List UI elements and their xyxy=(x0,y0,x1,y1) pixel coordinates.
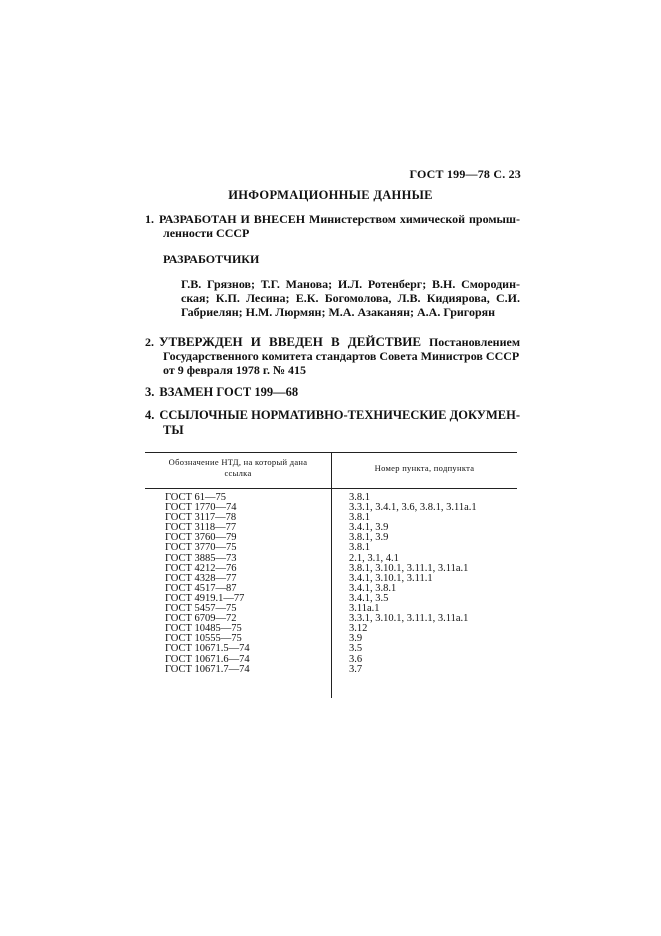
table-cell-clause: 3.12 xyxy=(349,623,368,635)
section-1-text: Министерством химической промыш- xyxy=(309,212,521,226)
page-header: ГОСТ 199—78 С. 23 xyxy=(409,167,521,181)
section-3-number: 3. xyxy=(145,385,155,399)
table-cell-clause: 3.6 xyxy=(349,653,363,665)
developers-line: Габриелян; Н.М. Люрмян; М.А. Азаканян; А.А. Григорян xyxy=(181,305,496,319)
section-3-heading: ВЗАМЕН ГОСТ 199—68 xyxy=(159,385,299,399)
section-1-heading: РАЗРАБОТАН И ВНЕСЕН xyxy=(159,212,306,226)
developers-list xyxy=(181,277,520,319)
table-cell-ntd: ГОСТ 4919.1—77 xyxy=(165,592,245,604)
table-cell-ntd: ГОСТ 4328—77 xyxy=(165,572,237,584)
section-4 xyxy=(145,408,520,438)
table-cell-clause: 3.8.1 xyxy=(349,542,370,554)
table-cell-ntd: ГОСТ 3117—78 xyxy=(165,512,237,524)
table-cell-clause: 3.4.1, 3.5 xyxy=(349,592,389,604)
table-cell-ntd: ГОСТ 1770—74 xyxy=(165,502,237,514)
section-1-line2: ленности СССР xyxy=(163,226,250,240)
section-2-heading: УТВЕРЖДЕН И ВВЕДЕН В ДЕЙСТВИЕ xyxy=(159,334,422,349)
section-1-line1 xyxy=(145,212,520,226)
table-cell-clause: 3.9 xyxy=(349,633,363,645)
developers-line: ская; К.П. Лесина; Е.К. Богомолова, Л.В. Кидиярова, С.И. xyxy=(181,291,520,305)
developers-heading: РАЗРАБОТЧИКИ xyxy=(163,252,260,266)
table-cell-ntd: ГОСТ 4212—76 xyxy=(165,562,237,574)
table-cell-ntd: ГОСТ 3118—77 xyxy=(165,522,237,534)
table-cell-clause: 3.4.1, 3.8.1 xyxy=(349,582,397,594)
section-2-line1 xyxy=(145,335,520,349)
table-cell-ntd: ГОСТ 10671.6—74 xyxy=(165,653,250,665)
table-cell-ntd: ГОСТ 61—75 xyxy=(165,492,227,503)
table-header-ntd xyxy=(145,457,331,479)
section-2-line3: от 9 февраля 1978 г. № 415 xyxy=(163,363,307,377)
table-cell-ntd: ГОСТ 10555—75 xyxy=(165,633,242,645)
table-cell-ntd: ГОСТ 3760—79 xyxy=(165,532,237,544)
section-3 xyxy=(145,385,520,399)
table-cell-clause: 3.4.1, 3.9 xyxy=(349,522,389,534)
table-column-clause xyxy=(349,493,477,675)
section-2-number: 2. xyxy=(145,335,154,349)
section-4-number: 4. xyxy=(145,408,155,422)
table-cell-ntd: ГОСТ 3770—75 xyxy=(165,542,237,554)
section-4-heading: ССЫЛОЧНЫЕ НОРМАТИВНО-ТЕХНИЧЕСКИЕ ДОКУМЕН- xyxy=(159,408,520,422)
table-cell-ntd: ГОСТ 6709—72 xyxy=(165,613,237,625)
section-1-number: 1. xyxy=(145,212,154,226)
table-cell-clause: 3.8.1 xyxy=(349,512,370,524)
table-header-ntd-line2: ссылка xyxy=(224,468,252,478)
table-column-ntd xyxy=(165,493,250,675)
table-cell-ntd: ГОСТ 10485—75 xyxy=(165,623,242,635)
table-cell-clause: 2.1, 3.1, 4.1 xyxy=(349,552,399,564)
table-header-clause: Номер пункта, подпункта xyxy=(374,463,475,473)
section-4-line2: ТЫ xyxy=(163,423,184,437)
table-cell-clause: 3.8.1, 3.10.1, 3.11.1, 3.11а.1 xyxy=(349,562,469,574)
table-cell-ntd: ГОСТ 5457—75 xyxy=(165,603,237,615)
table-cell-ntd: ГОСТ 10671.7—74 xyxy=(165,663,250,675)
table-cell-clause: 3.8.1 xyxy=(349,492,370,503)
table-cell-ntd: ГОСТ 4517—87 xyxy=(165,582,237,594)
table-cell-clause: 3.3.1, 3.10.1, 3.11.1, 3.11а.1 xyxy=(349,613,469,625)
table-cell-clause: 3.4.1, 3.10.1, 3.11.1 xyxy=(349,572,433,584)
table-column-divider xyxy=(331,452,332,698)
document-title: ИНФОРМАЦИОННЫЕ ДАННЫЕ xyxy=(228,188,433,202)
table-cell-clause: 3.3.1, 3.4.1, 3.6, 3.8.1, 3.11а.1 xyxy=(349,502,477,514)
section-2 xyxy=(145,335,520,377)
table-cell-ntd: ГОСТ 3885—73 xyxy=(165,552,237,564)
section-1 xyxy=(145,212,520,240)
section-2-text: Постановлением xyxy=(428,335,520,349)
table-cell-clause: 3.7 xyxy=(349,663,363,675)
table-header-ntd-line1: Обозначение НТД, на который дана xyxy=(168,457,308,467)
section-2-line2: Государственного комитета стандартов Совета Министров СССР xyxy=(163,349,520,363)
section-4-line1 xyxy=(145,408,520,423)
table-cell-clause: 3.11а.1 xyxy=(349,603,380,615)
table-cell-clause: 3.8.1, 3.9 xyxy=(349,532,389,544)
table-cell-ntd: ГОСТ 10671.5—74 xyxy=(165,643,250,655)
developers-line: Г.В. Грязнов; Т.Г. Манова; И.Л. Ротенберг; В.Н. Смородин- xyxy=(181,277,520,291)
table-cell-clause: 3.5 xyxy=(349,643,363,655)
